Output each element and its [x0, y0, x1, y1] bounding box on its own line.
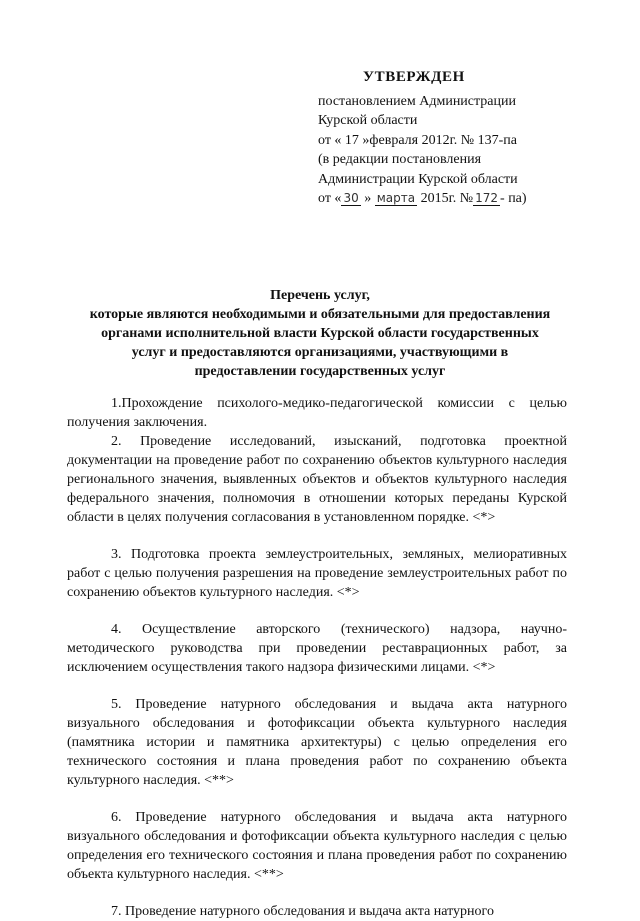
list-item: 7. Проведение натурного обследования и выдача акта натурного: [111, 904, 494, 919]
amendment-sep: »: [360, 191, 375, 206]
approval-line: (в редакции постановления: [318, 152, 482, 167]
list-item: 4. Осуществление авторского (технического) надзора, научно-методического руководства при проведении реставрационных работ, за исключением осуществления такого надзора физическими лицами. <*>: [67, 622, 567, 675]
amendment-year: 2015г. №: [417, 191, 474, 206]
services-list: [67, 394, 567, 921]
list-item: 3. Подготовка проекта землеустроительных, земляных, мелиоративных работ с целью получения разрешения на проведение землеустроительных работ по сохранению объектов культурного наследия. <*>: [67, 547, 567, 600]
approval-amendment-line: [318, 189, 618, 209]
approval-line: Курской области: [318, 113, 418, 128]
amendment-month: марта: [376, 191, 416, 205]
title-line: Перечень услуг,: [270, 288, 370, 303]
title-line: предоставлении государственных услуг: [194, 364, 446, 379]
approval-line: Администрации Курской области: [318, 171, 518, 187]
title-line: органами исполнительной власти Курской области государственных: [101, 326, 539, 341]
list-item: 1.Прохождение психолого-медико-педагогической комиссии с целью получения заключения.: [67, 396, 567, 430]
approval-line: от « 17 »февраля 2012г. № 137-па: [318, 132, 517, 148]
document-title: [60, 286, 580, 381]
approval-heading: УТВЕРЖДЕН: [363, 69, 465, 85]
approval-line: постановлением Администрации: [318, 93, 516, 109]
title-line: услуг и предоставляются организациями, участвующими в: [131, 345, 509, 360]
amendment-prefix: от «: [318, 191, 342, 206]
approval-stamp-block: [318, 68, 618, 209]
amendment-day: 30: [343, 191, 359, 205]
amendment-suffix: - па): [500, 191, 527, 206]
list-item: 6. Проведение натурного обследования и выдача акта натурного визуального обследования и фотофиксации объекта культурного наследия с целью определения его технического состояния и плана проведения работ по сохранению объекта культурного наследия. <**>: [67, 810, 567, 882]
list-item: 2. Проведение исследований, изысканий, подготовка проектной документации на проведение работ по сохранению объектов культурного наследия регионального значения, выявленных объектов и объектов культурного наследия федерального значения, полномочия в отношении которых переданы Курской области в целях получения согласования в установленном порядке. <*>: [67, 434, 567, 525]
title-line: которые являются необходимыми и обязательными для предоставления: [89, 307, 551, 322]
amendment-number: 172: [475, 191, 499, 205]
list-item: 5. Проведение натурного обследования и выдача акта натурного визуального обследования и фотофиксации объекта культурного наследия (памятника истории и памятника архитектуры) с целью определения его технического состояния и плана проведения работ по сохранению объекта культурного наследия. <**>: [67, 697, 567, 788]
